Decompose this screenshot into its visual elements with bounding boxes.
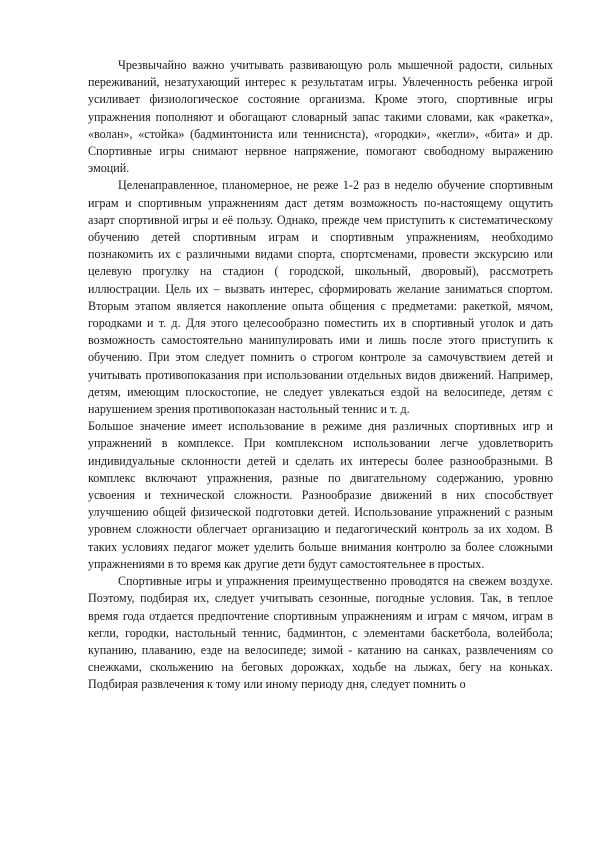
paragraph: Чрезвычайно важно учитывать развивающую роль мышечной радости, сильных переживаний, незатухающий интерес к результатам игры. Увлеченность ребенка игрой усиливает физиологическое состояние организма. Кроме этого, спортивные игры упражнения пополняют и обогащают словарный запас такими словами, как «ракетка», «волан», «стойка» (бадминтониста или тенниснста), «городки», «кегли», «бита» и др. Спортивные игры снимают нервное напряжение, помогают свободному выражению эмоций. <box>88 58 553 176</box>
paragraph: Целенаправленное, планомерное, не реже 1-2 раз в неделю обучение спортивным играм и спортивным упражнениям даст детям возможность по-настоящему ощутить азарт спортивной игры и её пользу. Однако, прежде чем приступить к систематическому обучению детей спортивным играм и спортивным упражнениям, необходимо познакомить их с различными видами спорта, спортсменами, провести экскурсию или целевую прогулку на стадион ( городской, школьный, дворовый), рассмотреть иллюстрации. Цель их – вызвать интерес, сформировать желание заниматься спортом. Вторым этапом является накопление опыта общения с предметами: ракеткой, мячом, городками и т. д. Для этого целесообразно поместить их в спортивный уголок и дать возможность самостоятельно манипулировать ими и лишь после этого приступить к обучению. При этом следует помнить о строгом контроле за самочувствием детей и учитывать противопоказания при использовании отдельных видов движений. Например, детям, имеющим плоскостопие, не следует увлекаться ездой на велосипеде, детям с нарушением зрения противопоказан настольный теннис и т. д. <box>88 178 553 417</box>
paragraph: Спортивные игры и упражнения преимущественно проводятся на свежем воздухе. Поэтому, подбирая их, следует учитывать сезонные, погодные условия. Так, в теплое время года отдается предпочтение спортивным упражнениям и играм с мячом, играм в кегли, городки, настольный теннис, бадминтон, с элементами баскетбола, волейбола; купанию, плаванию, езде на велосипеде; зимой - катанию на санках, развлечениям со снежками, скольжению на беговых дорожках, ходьбе на лыжах, бегу на коньках. Подбирая развлечения к тому или иному периоду дня, следует помнить о <box>88 574 553 692</box>
paragraph: Большое значение имеет использование в режиме дня различных спортивных игр и упражнений в комплексе. При комплексном использовании легче удовлетворить индивидуальные склонности детей и сделать их интересы более разнообразными. В комплекс включают упражнения, разные по двигательному содержанию, уровню усвоения и технической сложности. Разнообразие движений в них способствует улучшению общей физической подготовки детей. Использование упражнений с разным уровнем сложности облегчает организацию и педагогический контроль за их ходом. В таких условиях педагог может уделить больше внимания контролю за более сложными упражнениями в то время как другие дети будут самостоятельнее в простых. <box>88 419 553 571</box>
document-page <box>88 57 553 694</box>
